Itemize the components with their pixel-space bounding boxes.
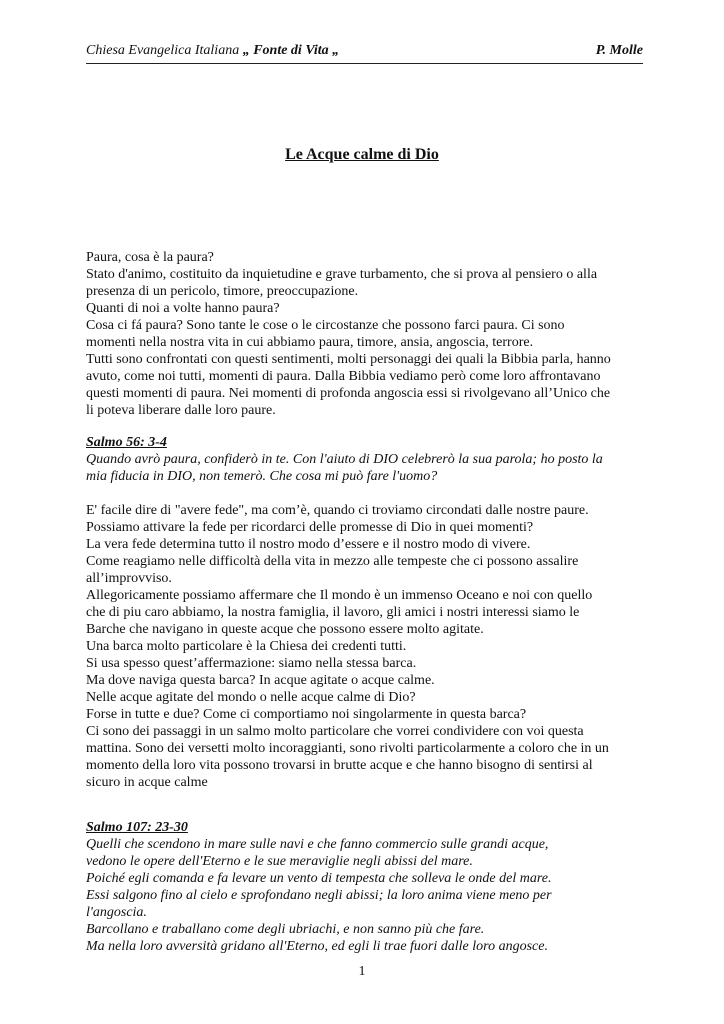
psalm107-line: Essi salgono fino al cielo e sprofondano negli abissi; la loro anima viene meno per [86, 888, 552, 903]
psalm107-line: Ma nella loro avversità gridano all'Eterno, ed egli li trae fuori dalle loro angosce. [86, 939, 548, 954]
body-line: momento della loro vita possono trovarsi in brutte acque e che hanno bisogno di sentirsi al [86, 758, 593, 773]
psalm107-line: Quelli che scendono in mare sulle navi e che fanno commercio sulle grandi acque, [86, 837, 549, 852]
body-line: Possiamo attivare la fede per ricordarci delle promesse di Dio in quei momenti? [86, 520, 534, 535]
body-line: La vera fede determina tutto il nostro modo d’essere e il nostro modo di vivere. [86, 537, 531, 552]
body-line: Ci sono dei passaggi in un salmo molto particolare che vorrei condividere con voi questa [86, 724, 584, 739]
body-section [86, 502, 646, 791]
intro-line: li poteva liberare dalle loro paure. [86, 403, 276, 418]
page-header [86, 43, 643, 64]
document-title: Le Acque calme di Dio [285, 146, 439, 163]
body-line: Ma dove naviga questa barca? In acque agitate o acque calme. [86, 673, 435, 688]
body-line: Barche che navigano in queste acque che possono essere molto agitate. [86, 622, 484, 637]
header-author: P. Molle [595, 43, 643, 58]
psalm56-line: Quando avrò paura, confiderò in te. Con l'aiuto di DIO celebrerò la sua parola; ho posto la [86, 452, 603, 467]
psalm56-line: mia fiducia in DIO, non temerò. Che cosa mi può fare l'uomo? [86, 469, 438, 484]
intro-line: avuto, come noi tutti, momenti di paura. Dalla Bibbia vediamo però come loro affrontavano [86, 369, 601, 384]
psalm107-line: Barcollano e traballano come degli ubriachi, e non sanno più che fare. [86, 922, 485, 937]
church-name: Chiesa Evangelica Italiana [86, 43, 240, 58]
intro-section [86, 249, 646, 419]
church-subtitle: „ Fonte di Vita „ [242, 43, 340, 58]
psalm56-section [86, 434, 646, 485]
psalm107-line: l'angoscia. [86, 905, 147, 920]
page-number: 1 [358, 964, 366, 979]
body-line: Una barca molto particolare è la Chiesa dei credenti tutti. [86, 639, 407, 654]
body-line: Forse in tutte e due? Come ci comportiamo noi singolarmente in questa barca? [86, 707, 527, 722]
intro-line: questi momenti di paura. Nei momenti di profonda angoscia essi si rivolgevano all’Unico che [86, 386, 611, 401]
intro-line: Quanti di noi a volte hanno paura? [86, 301, 280, 316]
intro-line: presenza di un pericolo, timore, preoccupazione. [86, 284, 359, 299]
body-line: all’improvviso. [86, 571, 172, 586]
body-line: Come reagiamo nelle difficoltà della vita in mezzo alle tempeste che ci possono assalire [86, 554, 579, 569]
body-line: Allegoricamente possiamo affermare che Il mondo è un immenso Oceano e noi con quello [86, 588, 593, 603]
body-line: che di piu caro abbiamo, la nostra famiglia, il lavoro, gli amici i nostri interessi siamo le [86, 605, 580, 620]
intro-line: Cosa ci fá paura? Sono tante le cose o le circostanze che possono farci paura. Ci sono [86, 318, 565, 333]
body-line: mattina. Sono dei versetti molto incoraggianti, sono rivolti particolarmente a coloro che in un [86, 741, 609, 756]
psalm107-line: Poiché egli comanda e fa levare un vento di tempesta che solleva le onde del mare. [86, 871, 552, 886]
intro-line: Tutti sono confrontati con questi sentimenti, molti personaggi dei quali la Bibbia parla, hanno [86, 352, 611, 367]
body-line: Si usa spesso quest’affermazione: siamo nella stessa barca. [86, 656, 417, 671]
psalm107-reference: Salmo 107: 23-30 [86, 820, 188, 835]
body-line: Nelle acque agitate del mondo o nelle acque calme di Dio? [86, 690, 416, 705]
body-line: sicuro in acque calme [86, 775, 208, 790]
psalm107-section [86, 819, 646, 955]
header-left [86, 43, 339, 59]
body-line: E' facile dire di "avere fede", ma com’è, quando ci troviamo circondati dalle nostre paure. [86, 503, 589, 518]
intro-line: Paura, cosa è la paura? [86, 250, 214, 265]
psalm107-line: vedono le opere dell'Eterno e le sue meraviglie negli abissi del mare. [86, 854, 473, 869]
intro-line: Stato d'animo, costituito da inquietudine e grave turbamento, che si prova al pensiero o alla [86, 267, 598, 282]
psalm56-reference: Salmo 56: 3-4 [86, 435, 167, 450]
intro-line: momenti nella nostra vita in cui abbiamo paura, timore, ansia, angoscia, terrore. [86, 335, 534, 350]
